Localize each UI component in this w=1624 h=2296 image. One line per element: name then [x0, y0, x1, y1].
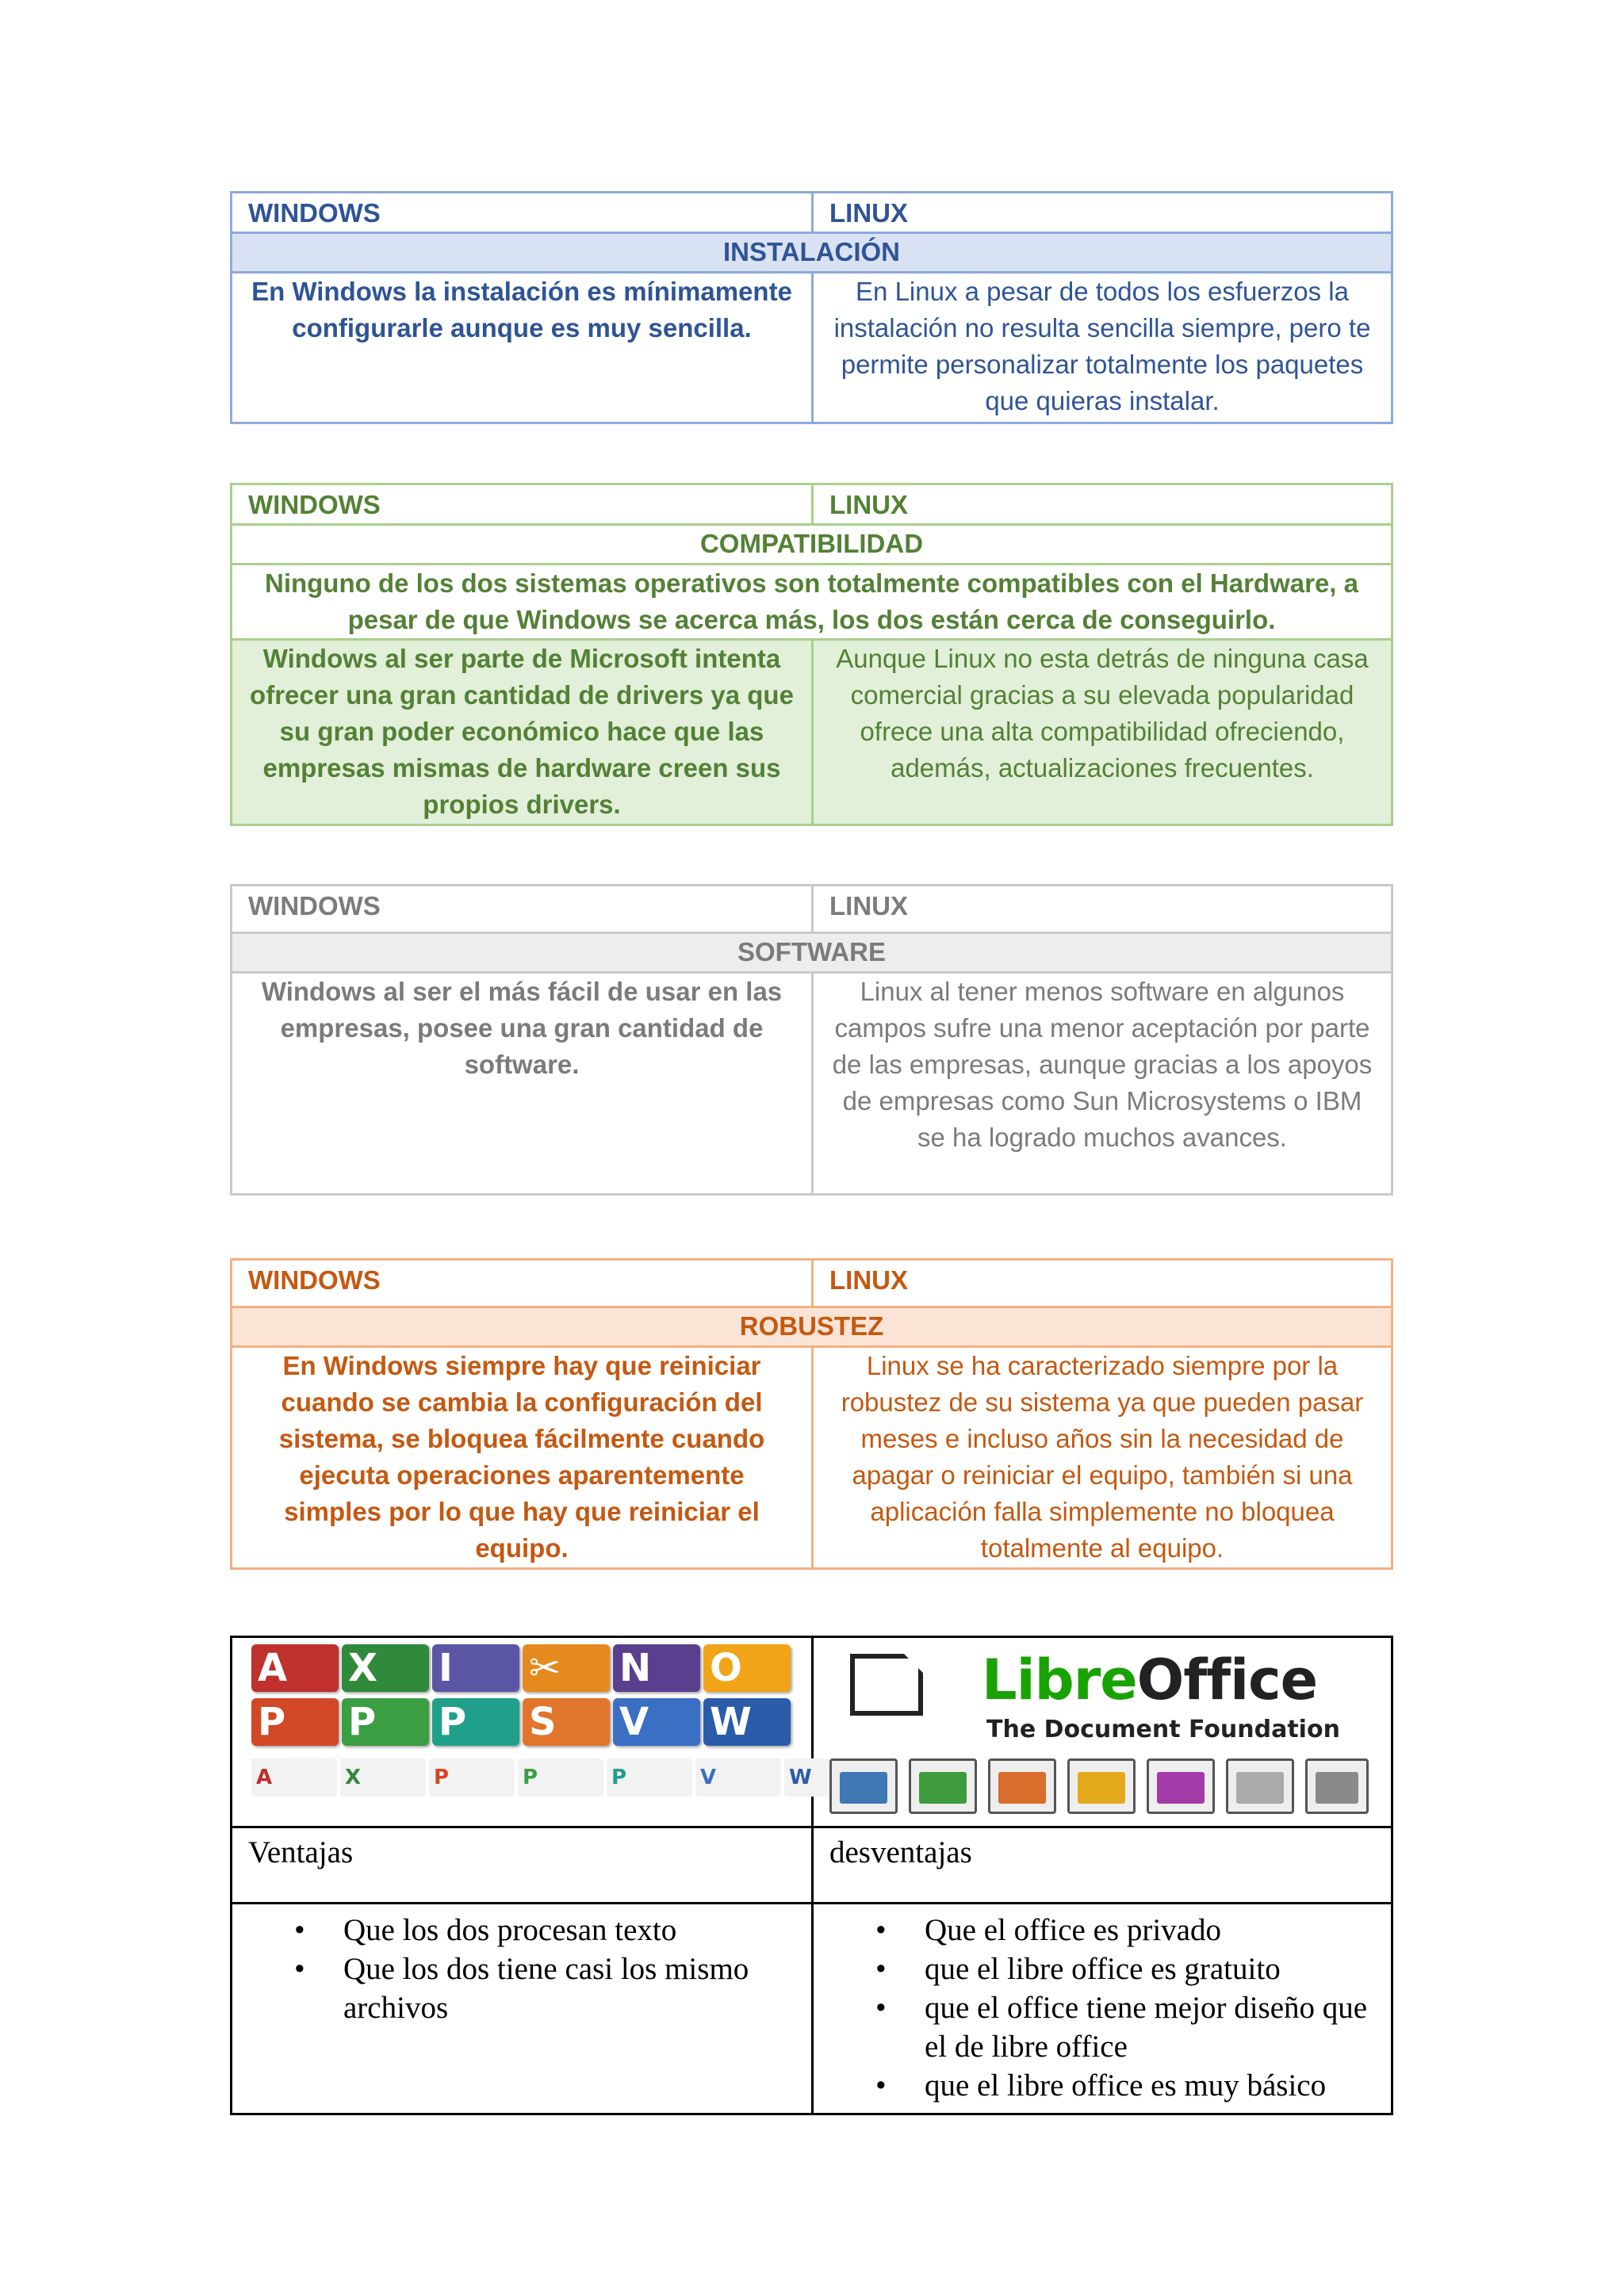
publisher-file-icon: P: [518, 1758, 603, 1797]
shared-description: Ninguno de los dos sistemas operativos son totalmente compatibles con el Hardware, a pesar de que Windows se acerca más, los dos están cerca de conseguirlo.: [232, 564, 1392, 640]
access-icon: A: [251, 1644, 339, 1692]
software-table: [230, 884, 1393, 1196]
visio-file-icon: V: [695, 1758, 781, 1797]
visio-icon: V: [613, 1698, 700, 1746]
linux-header: LINUX: [813, 193, 1392, 233]
list-item: • Que los dos procesan texto: [343, 1911, 803, 1950]
section-title: COMPATIBILIDAD: [232, 525, 1392, 564]
windows-description: En Windows siempre hay que reiniciar cuando se cambia la configuración del sistema, se bloquea fácilmente cuando ejecuta operaciones aparentemente simples por lo que hay que reiniciar el equipo.: [232, 1347, 813, 1569]
compatibility-table: [230, 483, 1393, 826]
windows-description: En Windows la instalación es mínimamente configurarle aunque es muy sencilla.: [232, 273, 813, 423]
word-file-icon: W: [784, 1758, 848, 1797]
installation-table: [230, 191, 1393, 424]
windows-header: WINDOWS: [232, 1260, 813, 1307]
libreoffice-calc-icon: [909, 1758, 977, 1814]
publisher-icon: P: [342, 1698, 429, 1746]
list-item: • Que el office es privado: [925, 1911, 1383, 1950]
libreoffice-logo-office: Office: [1136, 1647, 1318, 1712]
excel-icon: X: [342, 1644, 429, 1692]
outlook-icon: O: [703, 1644, 791, 1692]
clipart-icon: ✂: [523, 1644, 610, 1692]
section-title: ROBUSTEZ: [232, 1307, 1392, 1347]
libreoffice-base-icon: [1147, 1758, 1215, 1814]
windows-header: WINDOWS: [232, 886, 813, 933]
access-file-icon: A: [251, 1758, 337, 1797]
windows-header: WINDOWS: [232, 193, 813, 233]
powerpoint-file-icon: P: [429, 1758, 515, 1797]
desventajas-header: desventajas: [813, 1827, 1392, 1904]
office-comparison-table: [230, 1636, 1393, 2115]
libreoffice-draw-icon: [1067, 1758, 1136, 1814]
linux-description: Linux se ha caracterizado siempre por la robustez de su sistema ya que pueden pasar meses e incluso años sin la necesidad de apagar o reiniciar el equipo, también si una aplicación falla simplemente no bloquea totalmente al equipo.: [813, 1347, 1392, 1569]
windows-description: Windows al ser parte de Microsoft intenta ofrecer una gran cantidad de drivers ya que su gran poder económico hace que las empresas mismas de hardware creen sus propios drivers.: [232, 640, 813, 825]
linux-description: Linux al tener menos software en algunos campos sufre una menor aceptación por parte de las empresas, aunque gracias a los apoyos de empresas como Sun Microsystems o IBM se ha logrado muchos avances.: [813, 973, 1392, 1195]
libreoffice-logo-cell: [813, 1637, 1392, 1827]
libreoffice-logo: [982, 1647, 1317, 1712]
project-icon: P: [432, 1698, 519, 1746]
robustness-table: [230, 1258, 1393, 1570]
list-item: • que el office tiene mejor diseño que el de libre office: [925, 1988, 1383, 2066]
ventajas-list: [240, 1911, 803, 2027]
section-title: INSTALACIÓN: [232, 233, 1392, 273]
libreoffice-tagline: The Document Foundation: [986, 1716, 1340, 1743]
excel-file-icon: X: [340, 1758, 426, 1797]
list-item: • Que los dos tiene casi los mismo archivos: [343, 1950, 803, 2027]
ventajas-cell: [232, 1904, 813, 2114]
sharepoint-icon: S: [523, 1698, 610, 1746]
libreoffice-extension-icon: [1305, 1758, 1369, 1814]
libreoffice-impress-icon: [988, 1758, 1056, 1814]
windows-description: Windows al ser el más fácil de usar en las empresas, posee una gran cantidad de software.: [232, 973, 813, 1195]
list-item: • que el libre office es gratuito: [925, 1950, 1383, 1988]
list-item: • que el libre office es muy básico: [925, 2066, 1383, 2105]
infopath-icon: I: [432, 1644, 519, 1692]
linux-header: LINUX: [813, 886, 1392, 933]
linux-description: En Linux a pesar de todos los esfuerzos la instalación no resulta sencilla siempre, pero te permite personalizar totalmente los paquetes que quieras instalar.: [813, 273, 1392, 423]
ventajas-header: Ventajas: [232, 1827, 813, 1904]
linux-header: LINUX: [813, 1260, 1392, 1307]
desventajas-cell: [813, 1904, 1392, 2114]
libreoffice-logo-libre: Libre: [982, 1647, 1137, 1712]
desventajas-list: [822, 1911, 1383, 2105]
libreoffice-document-icon: [850, 1654, 923, 1716]
windows-header: WINDOWS: [232, 484, 813, 525]
onenote-icon: N: [613, 1644, 700, 1692]
word-icon: W: [703, 1698, 791, 1746]
powerpoint-icon: P: [251, 1698, 339, 1746]
section-title: SOFTWARE: [232, 933, 1392, 973]
linux-header: LINUX: [813, 484, 1392, 525]
libreoffice-writer-icon: [829, 1758, 898, 1814]
libreoffice-math-icon: [1226, 1758, 1294, 1814]
linux-description: Aunque Linux no esta detrás de ninguna casa comercial gracias a su elevada popularidad ofrece una alta compatibilidad ofreciendo, además, actualizaciones frecuentes.: [813, 640, 1392, 825]
project-file-icon: P: [607, 1758, 692, 1797]
ms-office-logo-cell: [232, 1637, 813, 1827]
